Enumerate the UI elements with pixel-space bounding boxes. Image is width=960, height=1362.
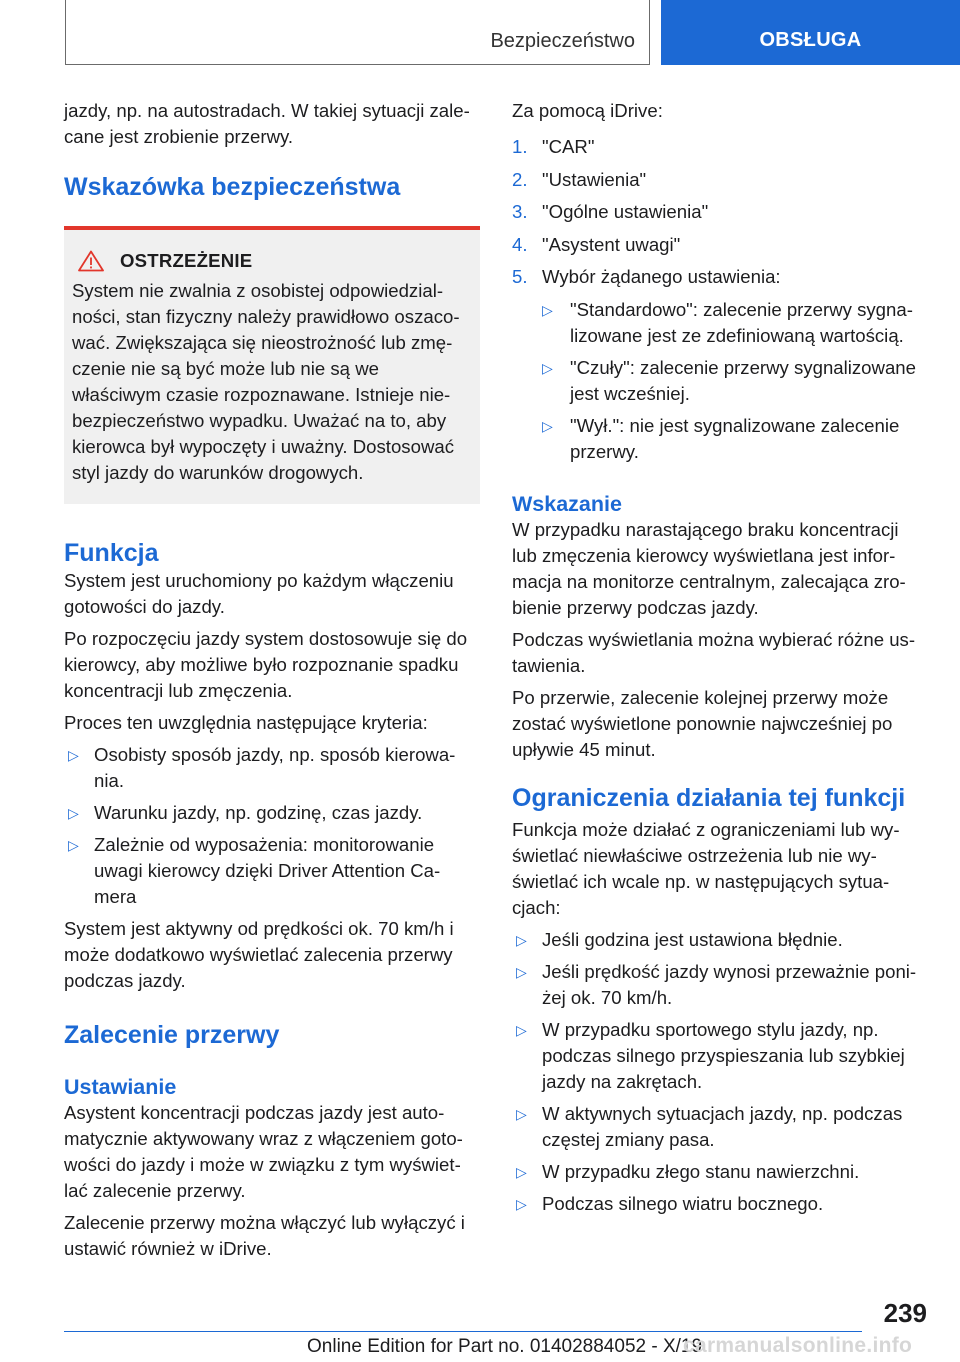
list-item bbox=[512, 927, 928, 953]
safety-heading: Wskazówka bezpieczeństwa bbox=[64, 173, 401, 201]
warning-header bbox=[72, 250, 472, 272]
step-text: "CAR" bbox=[542, 136, 595, 157]
option-item-2: "Czuły": zalecenie przerwy sygnalizowane jest wcześniej. bbox=[570, 356, 916, 404]
warning-title: OSTRZEŻENIE bbox=[120, 250, 253, 271]
right-column bbox=[512, 98, 928, 1223]
header-section-title: Bezpieczeństwo bbox=[490, 30, 635, 52]
function-paragraph-4: System jest aktywny od prędkości ok. 70 km/h i może dodatkowo wyświetlać zalecenia przerwy podczas jazdy. bbox=[64, 918, 454, 991]
header-chapter-title: OBSŁUGA bbox=[759, 29, 862, 51]
display-paragraph-1: W przypadku narastającego braku koncentracji lub zmęczenia kierowcy wyświetlana jest infor-macja na monitorze centralnym, zalecająca zro-bienie przerwy podczas jazdy. bbox=[512, 518, 906, 618]
warning-text: System nie zwalnia z osobistej odpowiedzial-ności, stan fizyczny należy prawidłowo oszaco-wać. Zwiększająca się nieostrożność lub zmę-czenie nie są być może lub nie są we właściwym czasie rozpoznawane. Istnieje nie-bezpieczeństwo wypadku. Uważać na to, aby kierowca był wypoczęty i uważny. Dostosować styl jazdy do warunków drogowych. bbox=[72, 280, 460, 483]
settings-heading: Ustawianie bbox=[64, 1075, 177, 1099]
left-column bbox=[64, 98, 480, 1268]
list-item bbox=[512, 232, 928, 258]
step-number: 1. bbox=[512, 136, 528, 157]
triangle-right-icon: ▷ bbox=[516, 1021, 527, 1038]
limit-item-4: W aktywnych sytuacjach jazdy, np. podczas częstej zmiany pasa. bbox=[542, 1102, 903, 1150]
function-paragraph-2: Po rozpoczęciu jazdy system dostosowuje się do kierowcy, aby możliwe było rozpoznanie spadku koncentracji lub zmęczenia. bbox=[64, 628, 468, 701]
triangle-right-icon: ▷ bbox=[68, 747, 79, 763]
display-heading: Wskazanie bbox=[512, 491, 622, 516]
option-item-1: "Standardowo": zalecenie przerwy sygna-lizowane jest ze zdefiniowaną wartością. bbox=[570, 298, 913, 346]
settings-paragraph-1: Asystent koncentracji podczas jazdy jest auto-matycznie aktywowany wraz z włączeniem goto-wości do jazdy i może w związku z tym wyświet-lać zalecenie przerwy. bbox=[64, 1102, 463, 1201]
list-item bbox=[512, 1017, 928, 1095]
list-item bbox=[512, 959, 928, 1011]
option-item-3: "Wył.": nie jest sygnalizowane zalecenie przerwy. bbox=[570, 414, 900, 462]
step-text: Wybór żądanego ustawienia: bbox=[542, 266, 781, 287]
list-item bbox=[64, 742, 480, 794]
limit-item-2: Jeśli prędkość jazdy wynosi przeważnie poni-żej ok. 70 km/h. bbox=[542, 960, 917, 1008]
list-item bbox=[512, 1191, 928, 1217]
list-item bbox=[512, 167, 928, 193]
warning-triangle-icon bbox=[78, 250, 104, 272]
idrive-intro: Za pomocą iDrive: bbox=[512, 100, 663, 121]
list-item bbox=[64, 800, 480, 826]
triangle-right-icon: ▷ bbox=[542, 417, 553, 434]
list-item bbox=[512, 264, 928, 290]
criteria-item-1: Osobisty sposób jazdy, np. sposób kierowa-nia. bbox=[94, 744, 456, 791]
display-paragraph-2: Podczas wyświetlania można wybierać różne us-tawienia. bbox=[512, 628, 916, 676]
step-number: 4. bbox=[512, 233, 528, 255]
edition-text: Online Edition for Part no. 01402884052 - X/19 bbox=[307, 1336, 703, 1357]
list-item bbox=[512, 297, 928, 349]
header-section-tab bbox=[65, 0, 650, 65]
limit-item-5: W przypadku złego stanu nawierzchni. bbox=[542, 1160, 860, 1182]
warning-box bbox=[64, 226, 480, 504]
triangle-right-icon: ▷ bbox=[516, 1195, 527, 1212]
triangle-right-icon: ▷ bbox=[516, 931, 527, 948]
triangle-right-icon: ▷ bbox=[68, 805, 79, 821]
limit-item-1: Jeśli godzina jest ustawiona błędnie. bbox=[542, 928, 843, 950]
triangle-right-icon: ▷ bbox=[516, 1163, 527, 1180]
step-number: 3. bbox=[512, 201, 528, 222]
list-item bbox=[64, 832, 480, 910]
header-chapter-tab bbox=[661, 0, 960, 65]
step-text: "Asystent uwagi" bbox=[542, 233, 681, 255]
step-text: "Ogólne ustawienia" bbox=[542, 201, 709, 222]
settings-paragraph-2: Zalecenie przerwy można włączyć lub wyłączyć i ustawić również w iDrive. bbox=[64, 1212, 465, 1259]
step-number: 2. bbox=[512, 168, 528, 190]
function-paragraph-1: System jest uruchomiony po każdym włączeniu gotowości do jazdy. bbox=[64, 570, 454, 617]
triangle-right-icon: ▷ bbox=[516, 1105, 527, 1122]
limit-item-3: W przypadku sportowego stylu jazdy, np. podczas silnego przyspieszania lub szybkiej jazdy na zakrętach. bbox=[542, 1018, 905, 1092]
page-number: 239 bbox=[883, 1298, 927, 1328]
list-item bbox=[512, 355, 928, 407]
intro-paragraph: jazdy, np. na autostradach. W takiej sytuacji zale-cane jest zrobienie przerwy. bbox=[64, 100, 470, 147]
limits-heading: Ograniczenia działania tej funkcji bbox=[512, 783, 906, 812]
step-number: 5. bbox=[512, 266, 528, 287]
triangle-right-icon: ▷ bbox=[516, 963, 527, 980]
limit-item-6: Podczas silnego wiatru bocznego. bbox=[542, 1192, 824, 1214]
list-item bbox=[512, 413, 928, 465]
list-item bbox=[512, 199, 928, 225]
display-paragraph-3: Po przerwie, zalecenie kolejnej przerwy może zostać wyświetlone ponownie najwcześniej po upływie 45 minut. bbox=[512, 686, 893, 760]
step-text: "Ustawienia" bbox=[542, 168, 647, 190]
watermark: carmanualsonline.info bbox=[683, 1334, 913, 1357]
function-heading: Funkcja bbox=[64, 539, 159, 567]
criteria-item-2: Warunku jazdy, np. godzinę, czas jazdy. bbox=[94, 802, 423, 823]
list-item bbox=[512, 1159, 928, 1185]
footer-divider bbox=[64, 1331, 862, 1332]
limits-paragraph: Funkcja może działać z ograniczeniami lub wy-świetlać niewłaściwe ostrzeżenia lub nie wy-świetlać ich wcale np. w następujących sytua-cjach: bbox=[512, 818, 900, 918]
triangle-right-icon: ▷ bbox=[68, 837, 79, 853]
function-paragraph-3: Proces ten uwzględnia następujące kryteria: bbox=[64, 712, 428, 733]
list-item bbox=[512, 1101, 928, 1153]
triangle-right-icon: ▷ bbox=[542, 359, 553, 376]
criteria-item-3: Zależnie od wyposażenia: monitorowanie uwagi kierowcy dzięki Driver Attention Ca-mera bbox=[94, 834, 441, 907]
list-item bbox=[512, 134, 928, 160]
triangle-right-icon: ▷ bbox=[542, 301, 553, 318]
break-heading: Zalecenie przerwy bbox=[64, 1021, 280, 1049]
